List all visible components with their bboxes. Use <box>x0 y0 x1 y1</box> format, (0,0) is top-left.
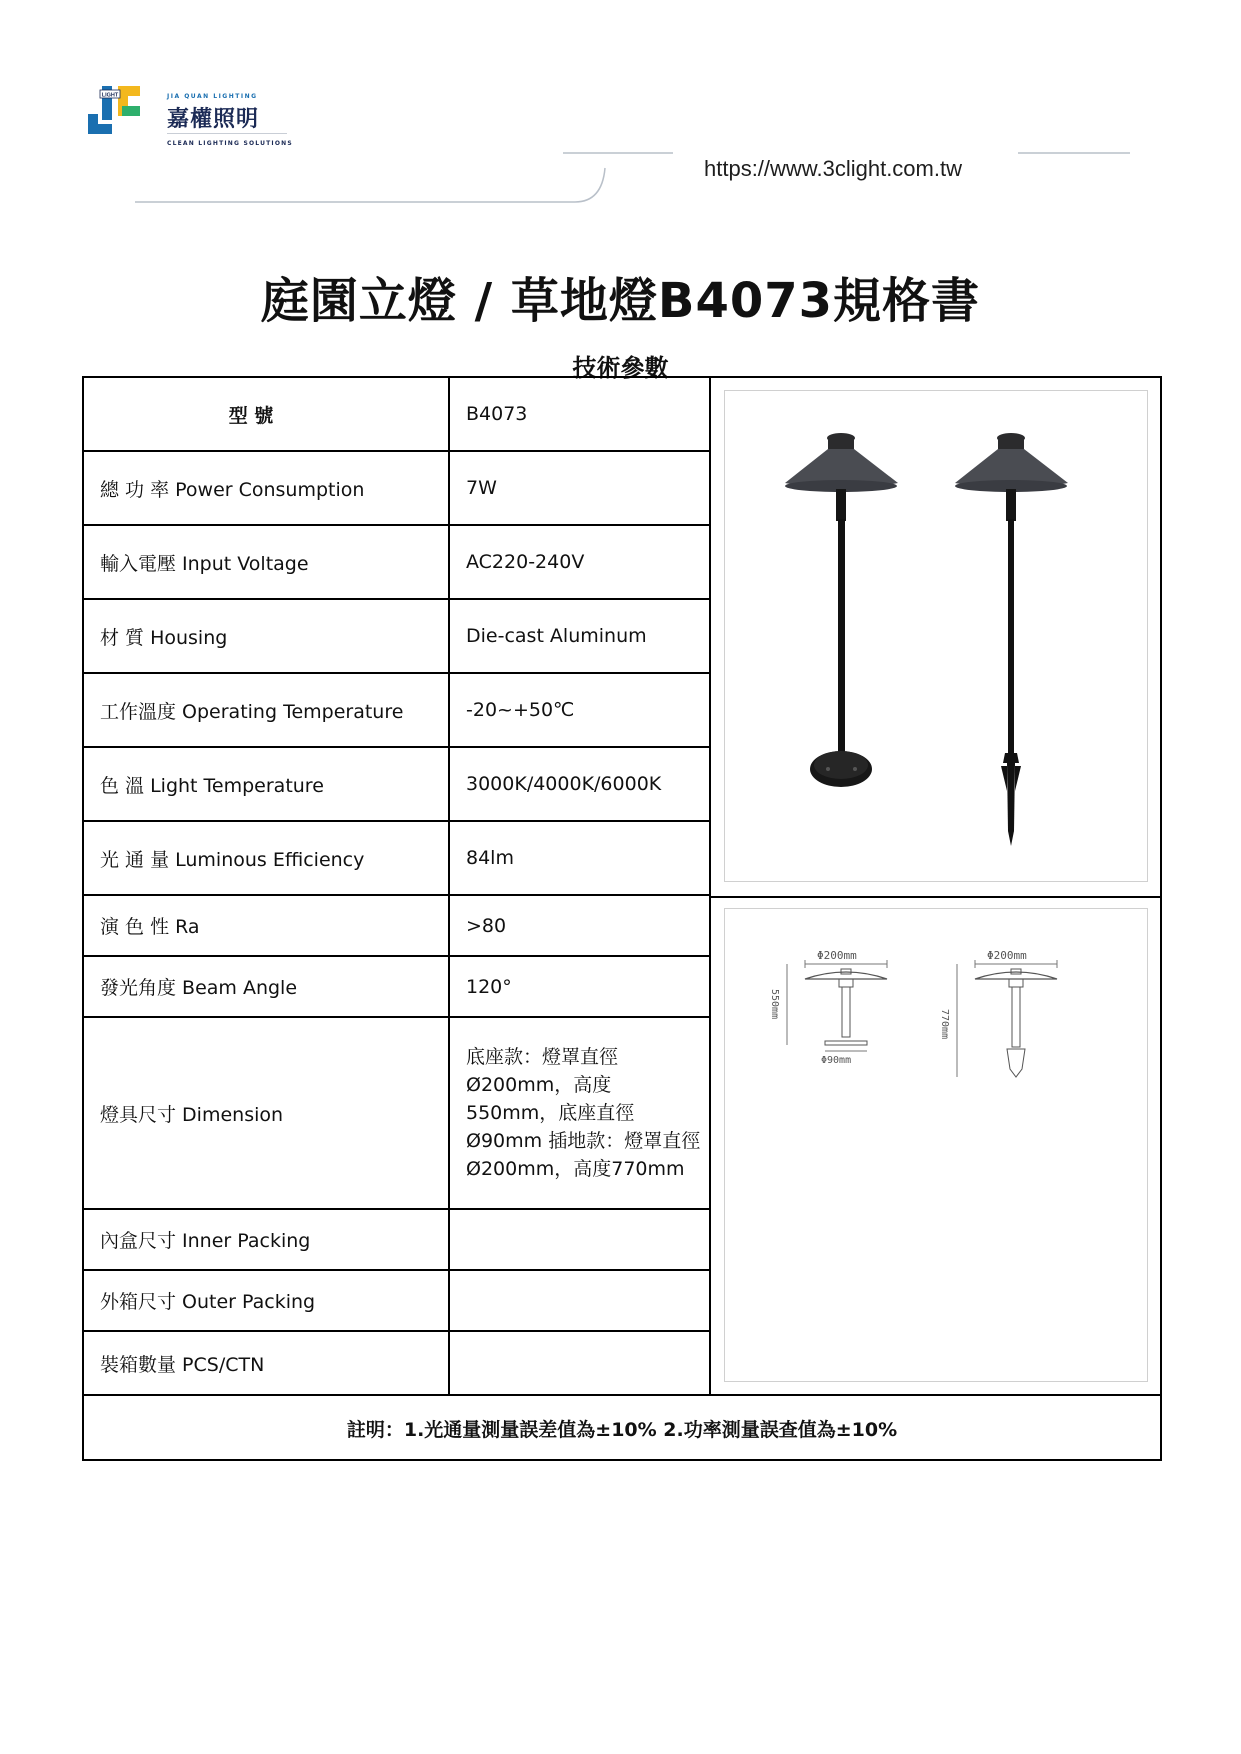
spec-label: 型 號 <box>84 378 450 450</box>
spec-row <box>84 748 709 822</box>
spec-value: 3000K/4000K/6000K <box>466 773 662 795</box>
spec-row <box>84 957 709 1018</box>
spec-value: 底座款：燈罩直徑Ø200mm，高度550mm，底座直徑Ø90mm 插地款：燈罩直徑Ø200mm，高度770mm <box>466 1046 701 1180</box>
spec-label: 材 質 Housing <box>84 600 450 672</box>
spec-value: >80 <box>466 914 507 937</box>
spec-row <box>84 1332 709 1394</box>
company-logo-mark <box>88 86 140 134</box>
height-right-label: 770mm <box>939 1009 950 1040</box>
spec-value: -20~+50℃ <box>466 699 575 721</box>
product-photo <box>724 390 1148 882</box>
spec-label: 燈具尺寸 Dimension <box>84 1018 450 1208</box>
spec-row <box>84 452 709 526</box>
logo-mark-text: LIGHT <box>101 92 119 99</box>
spec-row <box>84 1271 709 1332</box>
logo-divider <box>167 133 287 134</box>
spec-label: 發光角度 Beam Angle <box>84 957 450 1016</box>
website-url[interactable]: https://www.3clight.com.tw <box>704 156 962 181</box>
spec-label: 色 溫 Light Temperature <box>84 748 450 820</box>
spec-value: 7W <box>466 477 497 499</box>
section-subtitle: 技術參數 <box>572 354 669 382</box>
spec-value: Die-cast Aluminum <box>466 625 647 647</box>
spec-value: B4073 <box>466 403 528 425</box>
spec-label: 總 功 率 Power Consumption <box>84 452 450 524</box>
column-divider <box>709 378 711 1396</box>
spec-label: 內盒尺寸 Inner Packing <box>84 1210 450 1269</box>
dimension-diagram <box>725 909 1147 1109</box>
spec-value <box>450 1332 709 1394</box>
spec-value: 84lm <box>466 847 514 869</box>
spec-label: 裝箱數量 PCS/CTN <box>84 1332 450 1394</box>
spec-label: 演 色 性 Ra <box>84 896 450 955</box>
shade-diameter-right-label: Φ200mm <box>987 949 1027 962</box>
spec-row <box>84 600 709 674</box>
spec-label: 光 通 量 Luminous Efficiency <box>84 822 450 894</box>
spec-value <box>450 1271 709 1330</box>
spec-row <box>84 378 709 452</box>
spec-value <box>450 1210 709 1269</box>
dimension-drawing <box>724 908 1148 1382</box>
spec-label: 工作溫度 Operating Temperature <box>84 674 450 746</box>
spec-value: 120° <box>466 975 512 998</box>
spec-row <box>84 1210 709 1271</box>
height-left-label: 550mm <box>769 989 780 1020</box>
spec-row <box>84 1018 709 1210</box>
spec-row <box>84 526 709 600</box>
logo-subtitle: CLEAN LIGHTING SOLUTIONS <box>167 140 293 147</box>
page-title: 庭園立燈 / 草地燈B4073規格書 <box>260 273 981 329</box>
spec-label: 輸入電壓 Input Voltage <box>84 526 450 598</box>
logo-company-name: 嘉權照明 <box>167 107 260 132</box>
spec-table <box>82 376 1162 1461</box>
spec-row <box>84 674 709 748</box>
shade-diameter-left-label: Φ200mm <box>817 949 857 962</box>
logo-tagline: JIA QUAN LIGHTING <box>167 93 258 100</box>
spec-row <box>84 822 709 896</box>
lamp-photo-illustration <box>725 391 1147 881</box>
image-divider <box>711 896 1162 898</box>
base-diameter-label: Φ90mm <box>821 1055 852 1066</box>
spec-value: AC220-240V <box>466 551 585 573</box>
footnote: 註明：1.光通量測量誤差值為±10% 2.功率測量誤查值為±10% <box>346 1419 898 1441</box>
spec-label: 外箱尺寸 Outer Packing <box>84 1271 450 1330</box>
spec-row <box>84 896 709 957</box>
